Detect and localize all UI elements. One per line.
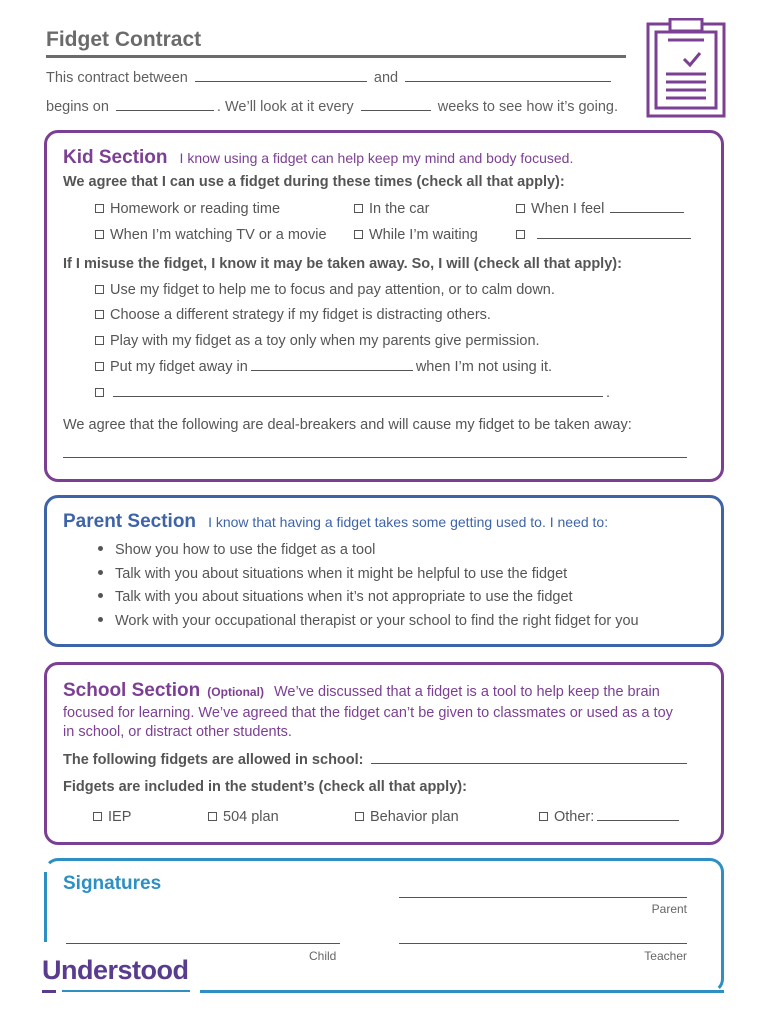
teacher-signature-label: Teacher [644, 949, 687, 963]
included-heading: Fidgets are included in the student’s (check all that apply): [63, 779, 467, 795]
checkbox[interactable] [95, 230, 104, 239]
checkbox[interactable] [95, 285, 104, 294]
and-label: and [373, 70, 399, 86]
parent-item-label: Talk with you about situations when it’s not appropriate to use the fidget [115, 589, 573, 605]
plan-option-label: Behavior plan [370, 809, 459, 825]
kid-misuse-heading: If I misuse the fidget, I know it may be taken away. So, I will (check all that apply): [63, 256, 622, 272]
parent-item-label: Talk with you about situations when it might be helpful to use the fidget [115, 566, 568, 582]
parent-tagline: I know that having a fidget takes some getting used to. I need to: [208, 514, 609, 530]
feel-field[interactable] [610, 212, 684, 213]
school-heading [63, 680, 660, 702]
dealbreakers-label: We agree that the following are deal-breakers and will cause my fidget to be taken away: [63, 417, 632, 433]
plan-option-label: IEP [108, 809, 132, 825]
bullet [98, 593, 103, 598]
parent-signature-label: Parent [651, 902, 687, 916]
misuse-item-other[interactable] [95, 385, 610, 401]
signatures-title: Signatures [63, 873, 162, 894]
plan-option-behavior[interactable] [355, 809, 459, 825]
weeks-label: weeks to see how it’s going. [437, 99, 618, 115]
school-tagline-2: focused for learning. We’ve agreed that the fidget can’t be given to classmates or used as a toy [63, 705, 673, 721]
plan-option-other[interactable] [539, 809, 682, 825]
plan-option-504[interactable] [208, 809, 279, 825]
checkbox[interactable] [95, 204, 104, 213]
time-option-label: While I’m waiting [369, 227, 478, 243]
parent-item-label: Work with your occupational therapist or your school to find the right fidget for you [115, 613, 639, 629]
start-date-field[interactable] [116, 110, 214, 111]
begins-label: begins on [46, 99, 109, 115]
parent-item [98, 589, 573, 605]
plan-option-label: 504 plan [223, 809, 279, 825]
party1-field[interactable] [195, 81, 367, 82]
parent-item [98, 542, 375, 558]
plan-other-field[interactable] [597, 820, 679, 821]
teacher-signature-line[interactable] [399, 943, 687, 944]
misuse-item-tail: when I’m not using it. [415, 359, 553, 375]
checkbox[interactable] [539, 812, 548, 821]
kid-agree-heading: We agree that I can use a fidget during these times (check all that apply): [63, 174, 565, 190]
weeks-field[interactable] [361, 110, 431, 111]
checkbox[interactable] [354, 204, 363, 213]
checkbox[interactable] [354, 230, 363, 239]
time-option-other[interactable] [516, 227, 694, 243]
school-tagline-1: We’ve discussed that a fidget is a tool to help keep the brain [273, 684, 660, 700]
page-title: Fidget Contract [46, 28, 202, 51]
misuse-other-field[interactable] [113, 396, 603, 397]
checkbox[interactable] [95, 336, 104, 345]
misuse-item-label: Put my fidget away in [110, 359, 248, 375]
optional-label: (Optional) [207, 685, 264, 699]
contract-between-line [46, 70, 614, 86]
allowed-fidgets-field[interactable] [371, 763, 687, 764]
logo-underline [62, 990, 190, 992]
misuse-item[interactable] [95, 307, 491, 323]
checkbox[interactable] [355, 812, 364, 821]
signatures-border-left [44, 872, 47, 942]
put-away-field[interactable] [251, 370, 413, 371]
checkbox[interactable] [516, 230, 525, 239]
time-option-label: Homework or reading time [110, 201, 281, 217]
contract-between-label: This contract between [46, 70, 188, 86]
parent-heading [63, 511, 608, 533]
bullet [98, 546, 103, 551]
misuse-item-label: Use my fidget to help me to focus and pay attention, or to calm down. [110, 282, 555, 298]
checkbox[interactable] [95, 388, 104, 397]
kid-heading [63, 147, 573, 169]
time-option-label: When I’m watching TV or a movie [110, 227, 327, 243]
parent-item-label: Show you how to use the fidget as a tool [115, 542, 376, 558]
time-option-car[interactable] [354, 201, 429, 217]
plan-option-iep[interactable] [93, 809, 131, 825]
misuse-item[interactable] [95, 282, 555, 298]
checkbox[interactable] [208, 812, 217, 821]
dealbreakers-field[interactable] [63, 457, 687, 458]
child-signature-label: Child [309, 949, 337, 963]
checkbox[interactable] [93, 812, 102, 821]
parent-item [98, 566, 567, 582]
begins-line [46, 99, 618, 115]
time-option-homework[interactable] [95, 201, 280, 217]
misuse-item[interactable] [95, 333, 540, 349]
parent-item [98, 613, 639, 629]
party2-field[interactable] [405, 81, 611, 82]
kid-section-title: Kid Section [63, 147, 168, 168]
parent-signature-line[interactable] [399, 897, 687, 898]
logo-underline-accent [42, 990, 56, 993]
plan-option-label: Other: [554, 809, 595, 825]
time-option-tv[interactable] [95, 227, 327, 243]
checkbox[interactable] [95, 362, 104, 371]
other-time-field[interactable] [537, 238, 691, 239]
kid-tagline: I know using a fidget can help keep my mind and body focused. [179, 150, 574, 166]
checkbox[interactable] [516, 204, 525, 213]
misuse-other-tail: . [606, 385, 611, 401]
title-rule [46, 55, 626, 58]
time-option-label: In the car [369, 201, 430, 217]
misuse-item-label: Choose a different strategy if my fidget is distracting others. [110, 307, 491, 323]
checkbox[interactable] [95, 310, 104, 319]
school-tagline-3: in school, or distract other students. [63, 724, 292, 740]
clipboard-icon [646, 18, 726, 118]
review-label: . We’ll look at it every [216, 99, 354, 115]
child-signature-line[interactable] [66, 943, 340, 944]
time-option-label: When I feel [531, 201, 605, 217]
understood-logo: Understood [42, 955, 189, 985]
time-option-waiting[interactable] [354, 227, 478, 243]
misuse-item[interactable] [95, 359, 552, 375]
bullet [98, 617, 103, 622]
misuse-item-label: Play with my fidget as a toy only when my parents give permission. [110, 333, 540, 349]
parent-section-title: Parent Section [63, 511, 197, 532]
signatures-border-bottom [200, 990, 724, 993]
bullet [98, 570, 103, 575]
allowed-fidgets-label: The following fidgets are allowed in school: [63, 752, 364, 768]
allowed-fidgets-line [63, 752, 690, 768]
school-section-title: School Section [63, 680, 201, 701]
time-option-feel[interactable] [516, 201, 687, 217]
